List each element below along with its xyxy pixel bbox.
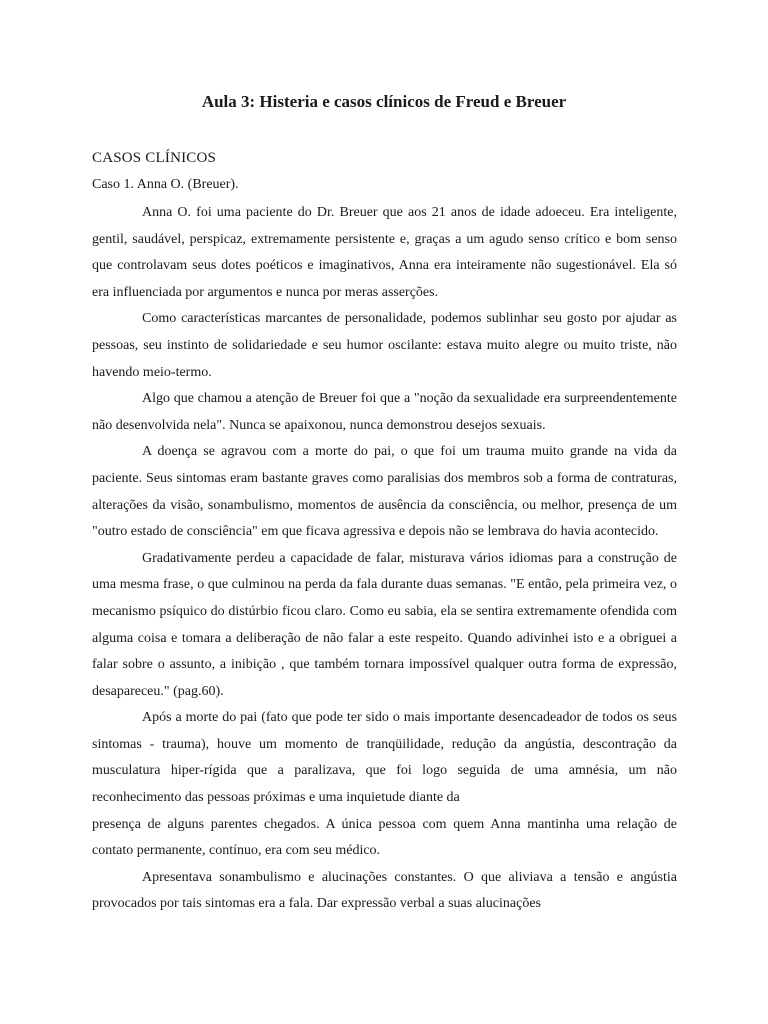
document-title: Aula 3: Histeria e casos clínicos de Freud e Breuer [201, 92, 567, 111]
paragraph: Algo que chamou a atenção de Breuer foi que a "noção da sexualidade era surpreendentemente não desenvolvida nela". Nunca se apaixonou, nunca demonstrou desejos sexuais. [92, 391, 677, 433]
paragraph: Após a morte do pai (fato que pode ter sido o mais importante desencadeador de todos os seus sintomas - trauma), houve um momento de tranqüilidade, redução da angústia, descontração da musculatura hiper-rígida que a paralizava, que foi logo seguida de uma amnésia, um não reconhecimento das pessoas próximas e uma inquietude diante da [92, 710, 677, 806]
section-heading: CASOS CLÍNICOS [92, 150, 217, 166]
paragraph: Apresentava sonambulismo e alucinações constantes. O que aliviava a tensão e angústia provocados por tais sintomas era a fala. Dar expressão verbal a suas alucinações [92, 869, 677, 912]
document-body [92, 200, 677, 918]
case-title: Caso 1. Anna O. (Breuer). [92, 177, 239, 192]
paragraph: presença de alguns parentes chegados. A única pessoa com quem Anna mantinha uma relação de contato permanente, contínuo, era com seu médico. [92, 816, 677, 859]
paragraph: A doença se agravou com a morte do pai, o que foi um trauma muito grande na vida da paciente. Seus sintomas eram bastante graves como paralisias dos membros sob a forma de contraturas, alterações da visão, sonambulismo, momentos de ausência da consciência, ou melhor, presença de um "outro estado de consciência" em que ficava agressiva e depois não se lembrava do havia acontecido. [92, 444, 677, 540]
paragraph: Anna O. foi uma paciente do Dr. Breuer que aos 21 anos de idade adoeceu. Era inteligente, gentil, saudável, perspicaz, extremamente persistente e, graças a um agudo senso crítico e bom senso que controlavam seus dotes poéticos e imaginativos, Anna era inteiramente não sugestionável. Ela só era influenciada por argumentos e nunca por meras asserções. [92, 205, 677, 300]
paragraph: Gradativamente perdeu a capacidade de falar, misturava vários idiomas para a construção de uma mesma frase, o que culminou na perda da fala durante duas semanas. "E então, pela primeira vez, o mecanismo psíquico do distúrbio ficou claro. Como eu sabia, ela se sentira extremamente ofendida com alguma coisa e tomara a deliberação de não falar a este respeito. Quando adivinhei isto e a obriguei a falar sobre o assunto, a inibição , que também tornara impossível qualquer outra forma de expressão, desapareceu." (pag.60). [92, 550, 677, 699]
paragraph: Como características marcantes de personalidade, podemos sublinhar seu gosto por ajudar as pessoas, seu instinto de solidariedade e seu humor oscilante: estava muito alegre ou muito triste, não havendo meio-termo. [92, 311, 677, 380]
